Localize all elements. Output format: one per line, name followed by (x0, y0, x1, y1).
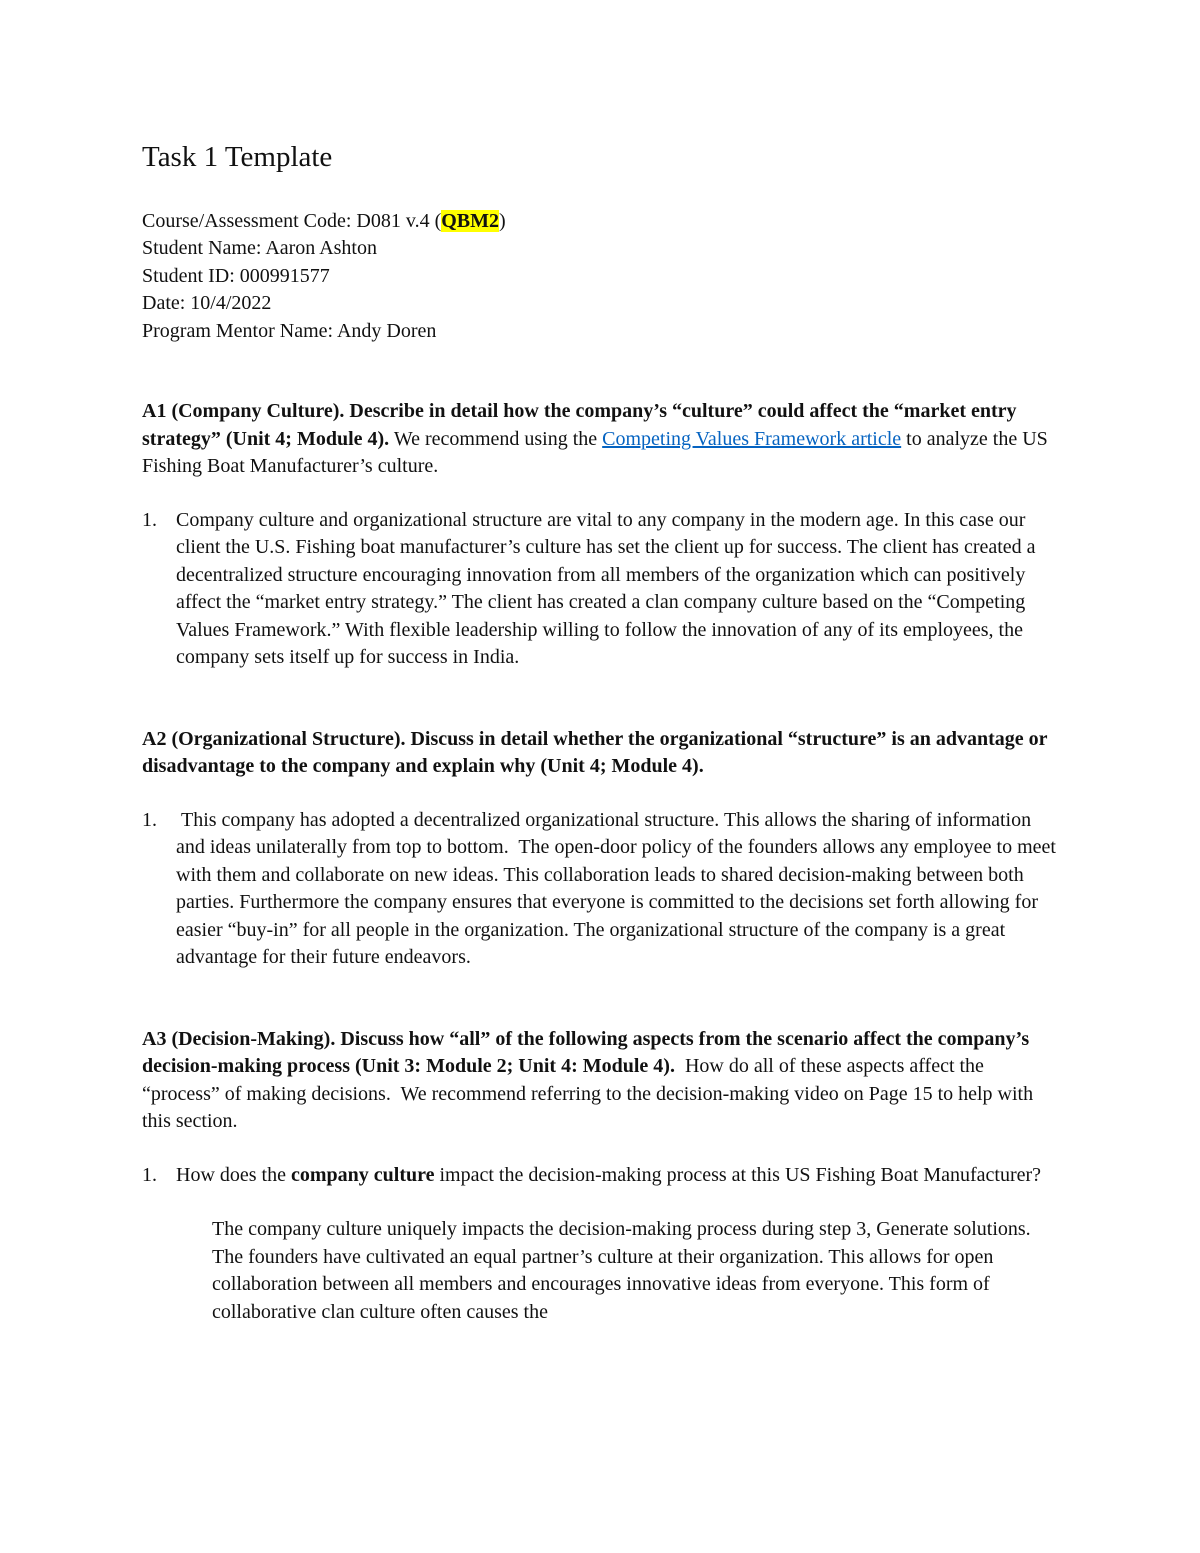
course-code-highlight: QBM2 (441, 209, 500, 232)
list-number: 1. (142, 1163, 157, 1186)
section-a2-heading (142, 726, 1062, 781)
student-id-line: Student ID: 000991577 (142, 264, 330, 287)
section-a2-heading-bold: A2 (Organizational Structure). Discuss in detail whether the organizational “structure” is an advantage or disadvantage to the company and explain why (Unit 4; Module 4). (142, 727, 1048, 778)
section-a2-list (142, 807, 1062, 972)
student-name-line: Student Name: Aaron Ashton (142, 237, 377, 260)
list-item-text: This company has adopted a decentralized organizational structure. This allows the sharing of information and ideas unilaterally from top to bottom. The open-door policy of the founders allows any employee to meet with them and collaborate on new ideas. This collaboration leads to shared decision-making between both parties. Furthermore the company ensures that everyone is committed to the decisions set forth allowing for easier “buy-in” for all people in the organization. The organizational structure of the company is a great advantage for their future endeavors. (176, 808, 1061, 969)
section-a3-list (142, 1162, 1062, 1190)
list-item-text-post: impact the decision-making process at this US Fishing Boat Manufacturer? (434, 1163, 1042, 1186)
date-line: Date: 10/4/2022 (142, 292, 272, 315)
list-item-text-pre: How does the (176, 1163, 291, 1186)
list-number: 1. (142, 508, 157, 531)
student-info-block (142, 208, 1062, 346)
list-item (142, 807, 1062, 972)
list-item (142, 1162, 1062, 1190)
section-a1-heading-pre-link: We recommend using the (389, 427, 603, 450)
page-title: Task 1 Template (142, 141, 333, 173)
list-item-text-bold: company culture (290, 1163, 435, 1186)
course-code-close: ) (499, 209, 506, 232)
course-code-label: Course/Assessment Code: D081 v.4 ( (142, 209, 442, 232)
section-a1-heading (142, 398, 1062, 481)
section-a3-heading-bold: A3 (Decision-Making). Discuss how “all” of the following aspects from the scenario affect the company’s decision-making process (Unit 3: Module 2; Unit 4: Module 4). (142, 1027, 1030, 1078)
section-a1-list (142, 507, 1062, 672)
section-a1-heading-bold: A1 (Company Culture). Describe in detail how the company’s “culture” could affect the “market entry strategy” (Unit 4; Module 4). (142, 400, 1017, 450)
document-body (142, 140, 1062, 1326)
section-a1-heading-post-link: to analyze the US Fishing Boat Manufacturer’s culture. (142, 427, 1048, 478)
competing-values-framework-link[interactable]: Competing Values Framework article (602, 427, 902, 450)
list-number: 1. (142, 808, 157, 831)
section-a3-answer: The company culture uniquely impacts the decision-making process during step 3, Generate solutions. The founders have cultivated an equal partner’s culture at their organization. This allows for open collaboration between all members and encourages innovative ideas from everyone. This form of collaborative clan culture often causes the (212, 1218, 1031, 1323)
course-code-line (142, 208, 1062, 236)
mentor-line: Program Mentor Name: Andy Doren (142, 319, 437, 342)
list-item-text: Company culture and organizational structure are vital to any company in the modern age. In this case our client the U.S. Fishing boat manufacturer’s culture has set the client up for success. The client has created a decentralized structure encouraging innovation from all members of the organization which can positively affect the “market entry strategy.” The client has created a clan company culture based on the “Competing Values Framework.” With flexible leadership willing to follow the innovation of any of its employees, the company sets itself up for success in India. (176, 508, 1036, 669)
section-a3-heading (142, 1026, 1062, 1136)
list-item (142, 507, 1062, 672)
section-a3-heading-rest: How do all of these aspects affect the “process” of making decisions. We recommend referring to the decision-making video on Page 15 to help with this section. (142, 1055, 1039, 1133)
